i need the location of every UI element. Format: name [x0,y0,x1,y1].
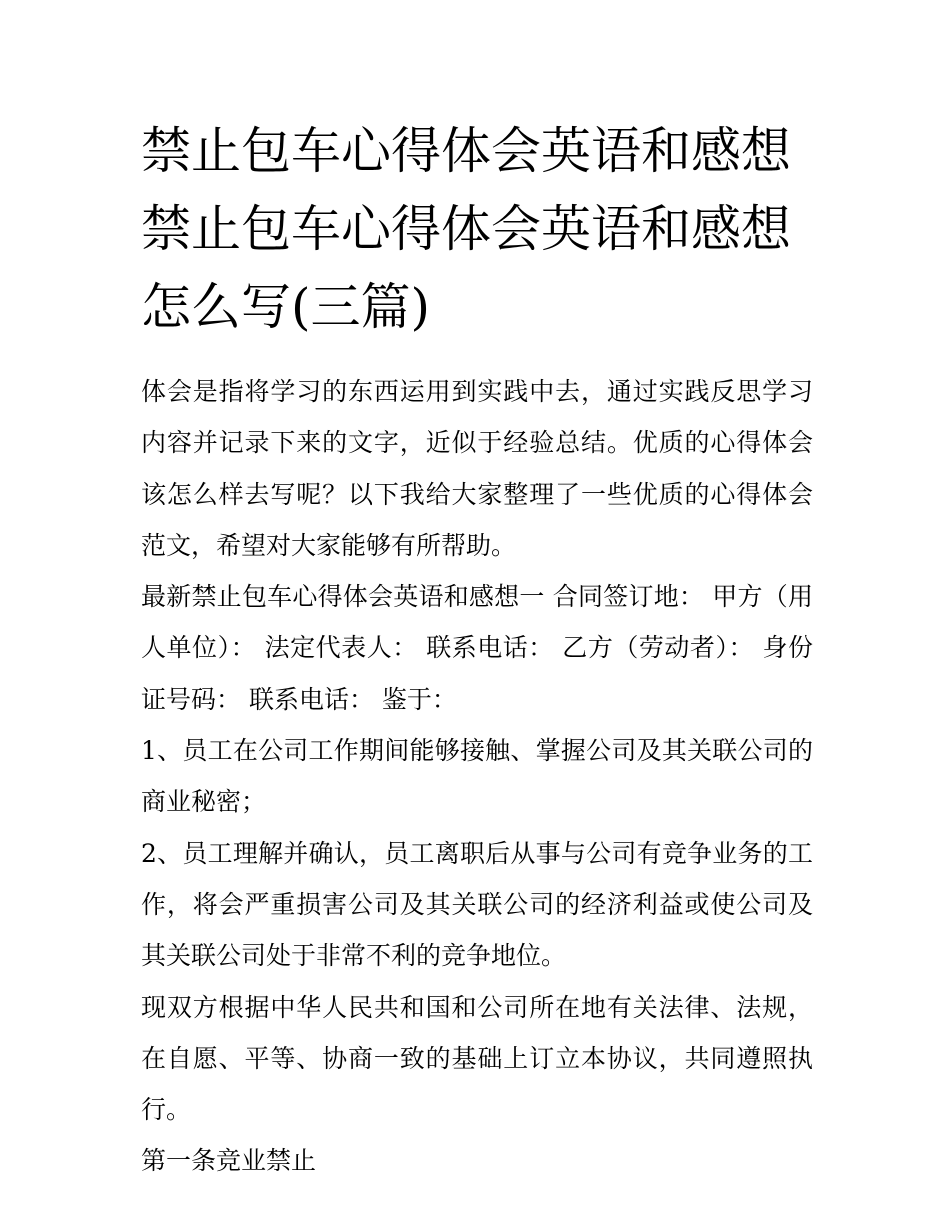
intro-paragraph: 体会是指将学习的东西运用到实践中去，通过实践反思学习内容并记录下来的文字，近似于经验总结。优质的心得体会该怎么样去写呢？以下我给大家整理了一些优质的心得体会范文，希望对大家能够有所帮助。 [141,377,813,560]
agreement-paragraph: 现双方根据中华人民共和国和公司所在地有关法律、法规，在自愿、平等、协商一致的基础上订立本协议，共同遵照执行。 [141,992,813,1125]
contract-header-paragraph: 最新禁止包车心得体会英语和感想一 合同签订地： 甲方（用人单位）： 法定代表人： 联系电话： 乙方（劳动者）： 身份证号码： 联系电话： 鉴于： [141,582,813,714]
document-title: 禁止包车心得体会英语和感想禁止包车心得体会英语和感想怎么写(三篇) [141,122,791,336]
document-page [141,112,813,1187]
article-1-heading: 第一条竞业禁止 [141,1146,317,1176]
clause-2-paragraph: 2、员工理解并确认，员工离职后从事与公司有竞争业务的工作，将会严重损害公司及其关联公司的经济利益或使公司及其关联公司处于非常不利的竞争地位。 [141,838,813,971]
clause-1-paragraph: 1、员工在公司工作期间能够接触、掌握公司及其关联公司的商业秘密； [141,736,813,817]
